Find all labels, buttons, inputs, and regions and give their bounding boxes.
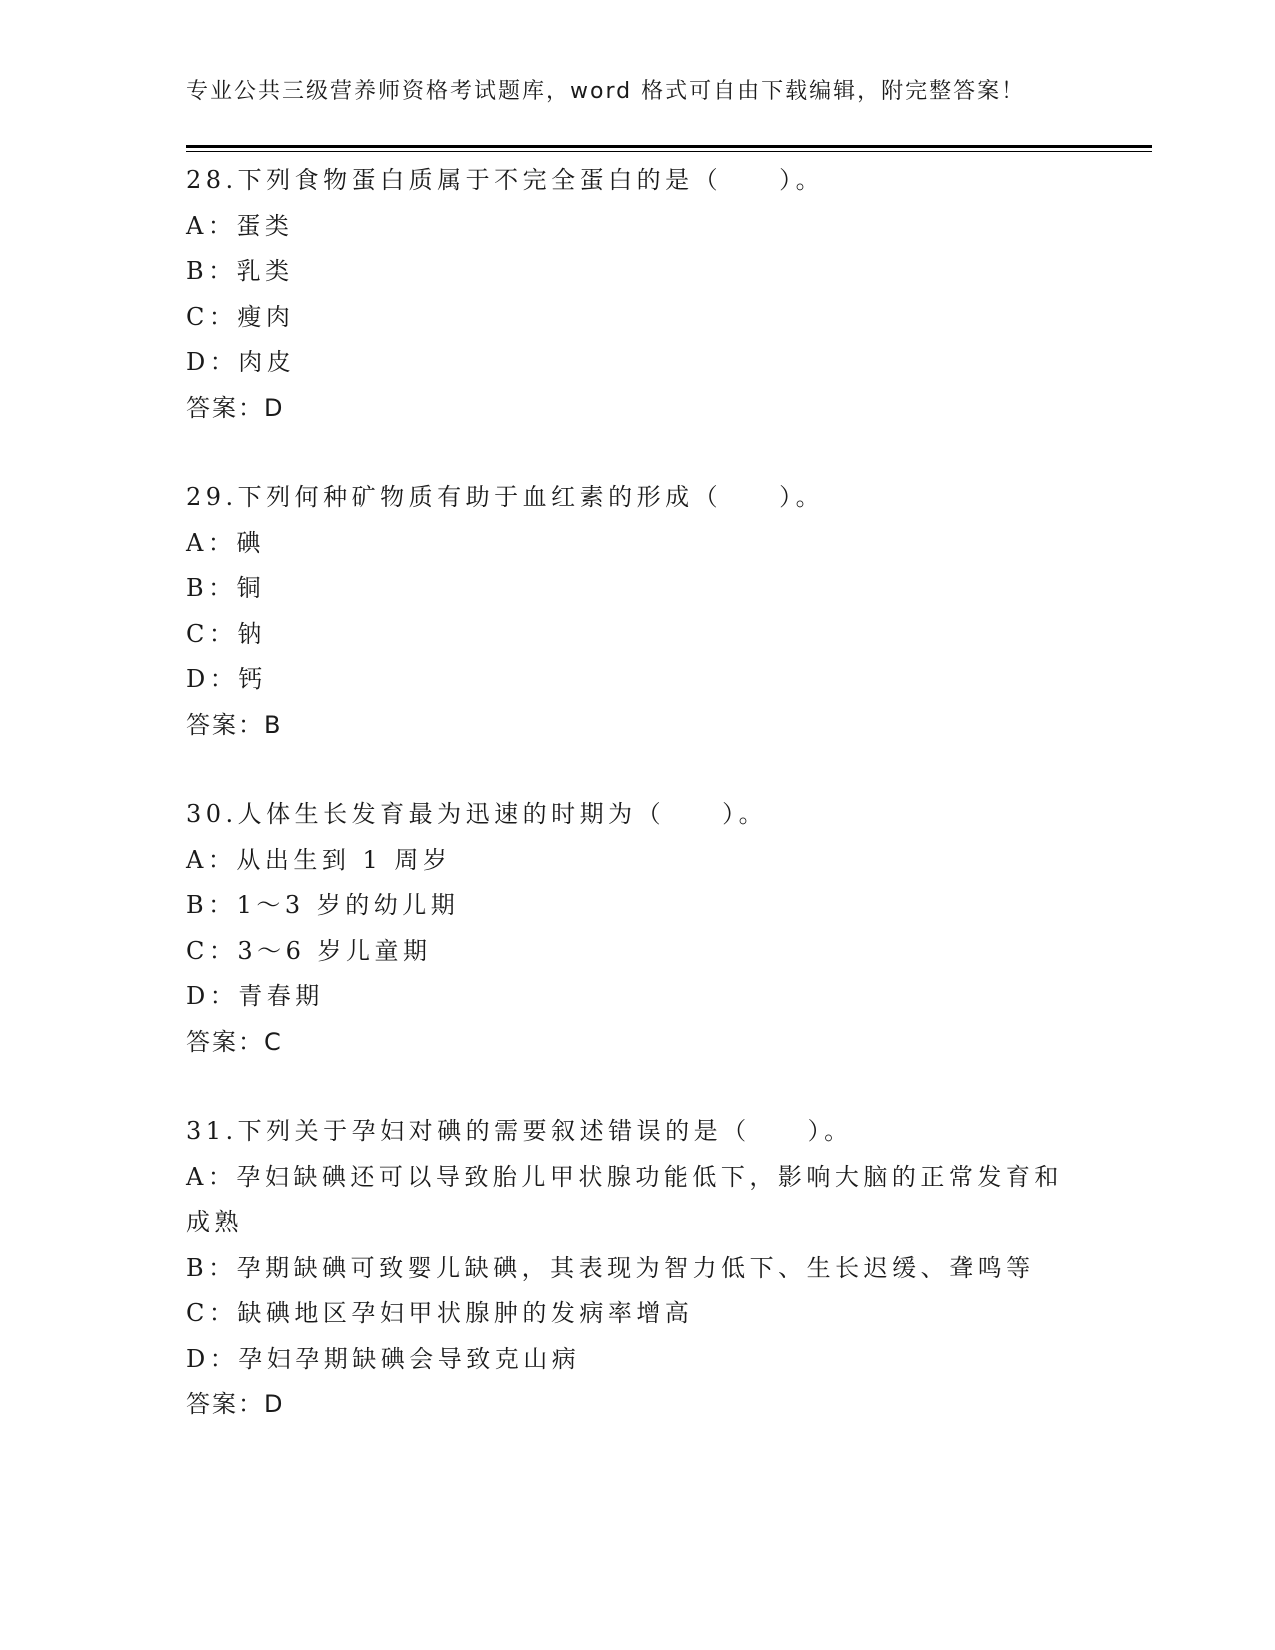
- option-c: C：钠: [186, 619, 266, 648]
- option-a: A：孕妇缺碘还可以导致胎儿甲状腺功能低下，影响大脑的正常发育和成熟: [186, 1162, 1063, 1236]
- question-stem: 30.人体生长发育最为迅速的时期为（ ）。: [186, 800, 768, 828]
- option-d: D：孕妇孕期缺碘会导致克山病: [186, 1344, 581, 1373]
- option-b: B：铜: [186, 574, 266, 602]
- answer-line: 答案：C: [186, 1027, 283, 1056]
- option-d: D：钙: [186, 665, 267, 693]
- question-stem: 29.下列何种矿物质有助于血红素的形成（ ）。: [186, 483, 825, 511]
- question-29: [186, 475, 1086, 748]
- question-31: [186, 1109, 1086, 1428]
- question-stem: 28.下列食物蛋白质属于不完全蛋白的是（ ）。: [186, 166, 825, 194]
- question-list: [186, 158, 1086, 1472]
- option-d: D：肉皮: [186, 348, 296, 376]
- option-c: C：瘦肉: [186, 302, 295, 331]
- option-a: A：从出生到 1 周岁: [186, 845, 452, 874]
- answer-line: 答案：B: [186, 710, 283, 739]
- option-b: B：孕期缺碘可致婴儿缺碘，其表现为智力低下、生长迟缓、聋鸣等: [186, 1253, 1035, 1282]
- option-a: A：碘: [186, 528, 265, 557]
- page-header: 专业公共三级营养师资格考试题库，word 格式可自由下载编辑，附完整答案！: [186, 79, 1026, 104]
- answer-line: 答案：D: [186, 393, 285, 422]
- header-rule-thick: [186, 145, 1152, 148]
- option-c: C：3～6 岁儿童期: [186, 936, 432, 965]
- answer-line: 答案：D: [186, 1390, 285, 1418]
- header-rule-thin: [186, 151, 1152, 152]
- question-stem: 31.下列关于孕妇对碘的需要叙述错误的是（ ）。: [186, 1117, 853, 1145]
- option-c: C：缺碘地区孕妇甲状腺肿的发病率增高: [186, 1299, 694, 1327]
- option-b: B：1～3 岁的幼儿期: [186, 891, 460, 919]
- option-b: B：乳类: [186, 257, 294, 285]
- question-28: [186, 158, 1086, 431]
- option-a: A：蛋类: [186, 211, 294, 240]
- question-30: [186, 792, 1086, 1065]
- option-d: D：青春期: [186, 982, 324, 1010]
